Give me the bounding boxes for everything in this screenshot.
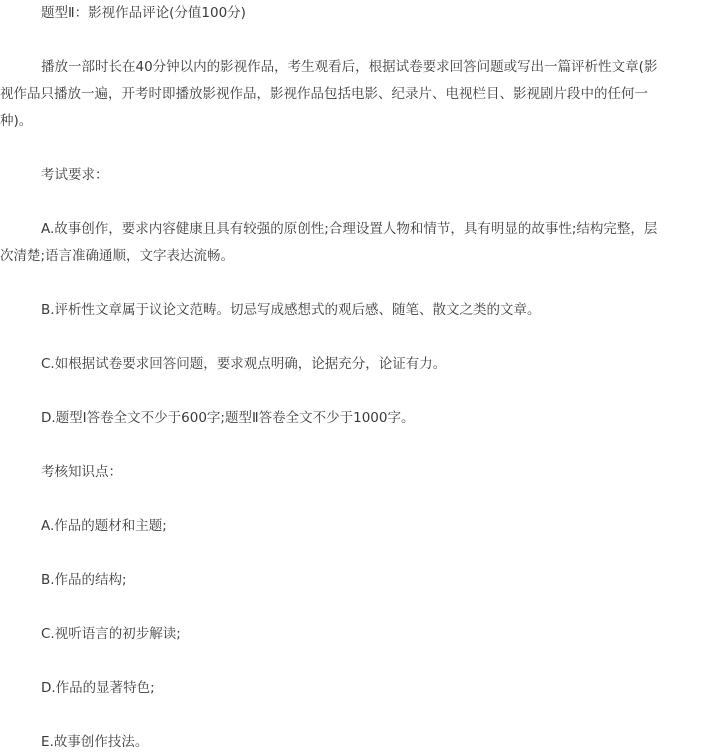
knowledge-title: 考核知识点： <box>41 464 122 480</box>
knowledge-point-c: C.视听语言的初步解读; <box>41 626 181 642</box>
requirement-b: B.评析性文章属于议论文范畴。切忌写成感想式的观后感、随笔、散文之类的文章。 <box>41 302 541 318</box>
requirement-a-line-2: 次清楚;语言准确通顺，文字表达流畅。 <box>0 248 235 264</box>
requirement-a-line-1: A.故事创作，要求内容健康且具有较强的原创性;合理设置人物和情节，具有明显的故事性;结构完整，层 <box>41 221 658 237</box>
requirement-d: D.题型Ⅰ答卷全文不少于600字;题型Ⅱ答卷全文不少于1000字。 <box>41 410 415 426</box>
intro-paragraph-line-3: 种)。 <box>0 113 33 129</box>
knowledge-point-d: D.作品的显著特色; <box>41 680 155 696</box>
knowledge-point-a: A.作品的题材和主题; <box>41 518 167 534</box>
section-heading: 题型Ⅱ：影视作品评论(分值100分) <box>41 5 246 21</box>
requirement-c: C.如根据试卷要求回答问题，要求观点明确，论据充分，论证有力。 <box>41 356 447 372</box>
intro-paragraph-line-2: 视作品只播放一遍，开考时即播放影视作品，影视作品包括电影、纪录片、电视栏目、影视剧片段中的任何一 <box>0 86 648 102</box>
knowledge-point-b: B.作品的结构; <box>41 572 127 588</box>
requirements-title: 考试要求： <box>41 167 109 183</box>
knowledge-point-e: E.故事创作技法。 <box>41 734 149 750</box>
intro-paragraph-line-1: 播放一部时长在40分钟以内的影视作品，考生观看后，根据试卷要求回答问题或写出一篇评析性文章(影 <box>41 59 658 75</box>
